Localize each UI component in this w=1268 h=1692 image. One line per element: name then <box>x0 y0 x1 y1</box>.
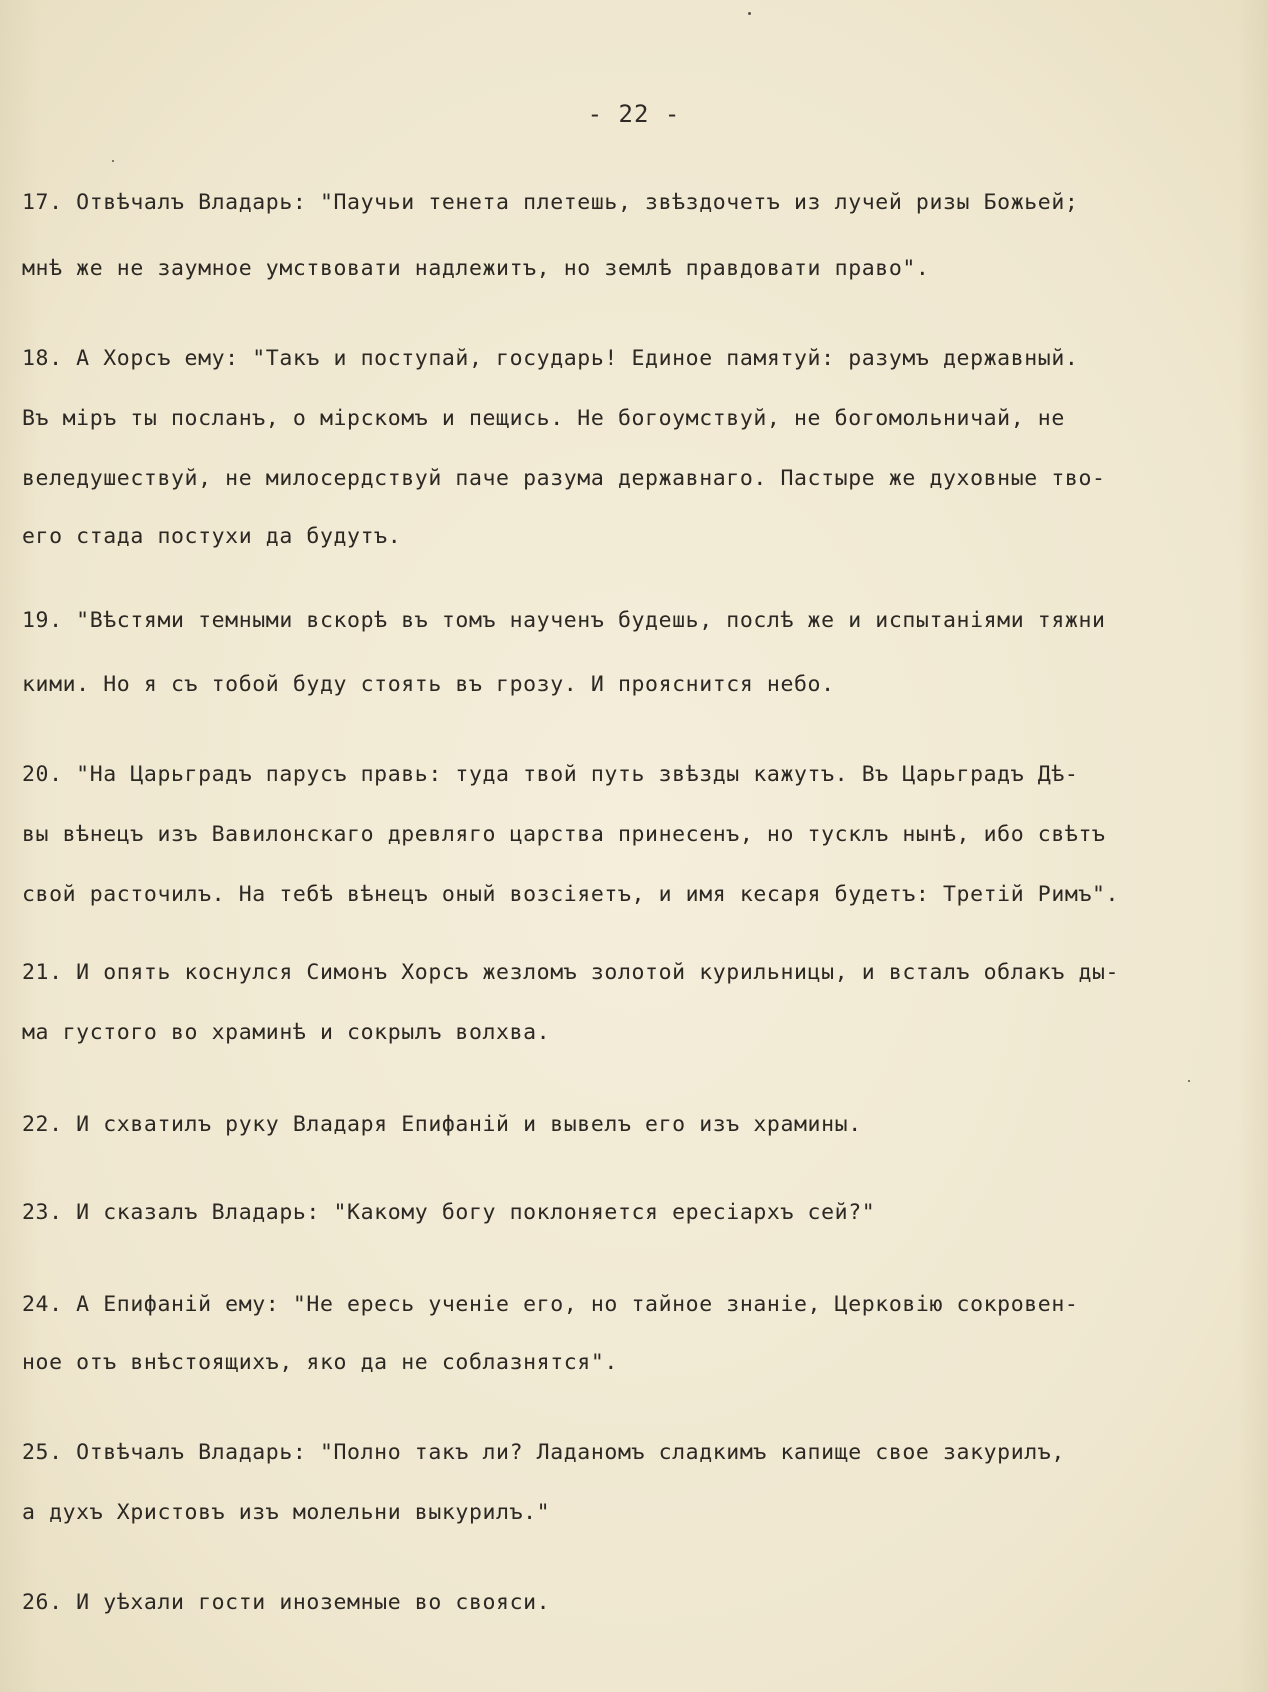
paragraph-line: кими. Но я съ тобой буду стоять въ грозу. И прояснится небо. <box>22 672 835 697</box>
paragraph-line: 17. Отвѣчалъ Владарь: "Паучьи тенета плетешь, звѣздочетъ из лучей ризы Божьей; <box>22 190 1079 215</box>
paragraph-line: 18. А Хорсъ ему: "Такъ и поступай, государь! Единое памятуй: разумъ державный. <box>22 346 1079 371</box>
paragraph-line: веледушествуй, не милосердствуй паче разума державнаго. Пастыре же духовные тво- <box>22 466 1106 491</box>
paragraph-line: вы вѣнецъ изъ Вавилонскаго древляго царства принесенъ, но тусклъ нынѣ, ибо свѣтъ <box>22 822 1106 847</box>
paragraph-line: его стада постухи да будутъ. <box>22 524 402 549</box>
paragraph-line: 19. "Вѣстями темными вскорѣ въ томъ наученъ будешь, послѣ же и испытаніями тяжни <box>22 608 1106 633</box>
paragraph-line: 22. И схватилъ руку Владаря Епифаній и вывелъ его изъ храмины. <box>22 1112 862 1137</box>
paragraph-line: 25. Отвѣчалъ Владарь: "Полно такъ ли? Ладаномъ сладкимъ капище свое закурилъ, <box>22 1440 1065 1465</box>
paragraph-line: 21. И опять коснулся Симонъ Хорсъ жезломъ золотой курильницы, и всталъ облакъ ды- <box>22 960 1120 985</box>
paragraph-line: 20. "На Царьградъ парусъ правь: туда твой путь звѣзды кажутъ. Въ Царьградъ Дѣ- <box>22 762 1079 787</box>
scan-speck <box>748 12 751 15</box>
paragraph-line: ма густого во храминѣ и сокрылъ волхва. <box>22 1020 551 1045</box>
paragraph-line: 26. И уѣхали гости иноземные во свояси. <box>22 1590 551 1615</box>
paragraph-line: а духъ Христовъ изъ молельни выкурилъ." <box>22 1500 551 1525</box>
paragraph-line: Въ міръ ты посланъ, о мірскомъ и пещись. Не богоумствуй, не богомольничай, не <box>22 406 1065 431</box>
paragraph-line: ное отъ внѣстоящихъ, яко да не соблазнятся". <box>22 1350 618 1375</box>
paragraph-line: свой расточилъ. На тебѣ вѣнецъ оный возсіяетъ, и имя кесаря будетъ: Третій Римъ". <box>22 882 1120 907</box>
paragraph-line: 23. И сказалъ Владарь: "Какому богу поклоняется ересіархъ сей?" <box>22 1200 876 1225</box>
paragraph-line: мнѣ же не заумное умствовати надлежитъ, но землѣ правдовати право". <box>22 256 930 281</box>
page-number: - 22 - <box>587 100 681 128</box>
scan-speck <box>1188 1080 1190 1082</box>
scan-speck <box>112 160 114 162</box>
paragraph-line: 24. А Епифаній ему: "Не ересь ученіе его, но тайное знаніе, Церковію сокровен- <box>22 1292 1079 1317</box>
